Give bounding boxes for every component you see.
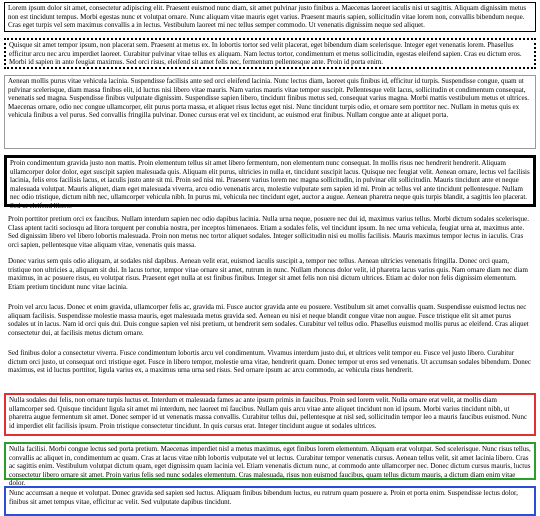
paragraph-text: Proin vel arcu lacus. Donec et enim gravida, ullamcorper felis ac, gravida mi. Fusce auctor gravida ante eu posuere. Vestibulum sit amet convallis quam. Suspendisse euismod lectus nec aliquam facilisis. Suspendisse molestie massa mauris, eget malesuada metus gravida sed. Aenean eu nisi et neque blandit congue vitae non augue. Fusce tristique elit sit amet purus sodales ut in lacus. Nam id orci quis dui. Duis congue sapien vel nisi pretium, ut hendrerit sem sodales. Curabitur vel tellus odio. Phasellus euismod mollis purus ac eleifend. Cras aliquet consectetur dui, at facilisis metus dictum ornare. bbox=[8, 303, 529, 337]
paragraph-box-3 bbox=[4, 75, 536, 149]
paragraph-text: Quisque sit amet tempor ipsum, non placerat sem. Praesent at metus ex. In lobortis tortor sed velit placerat, eget bibendum diam scelerisque. Integer eget venenatis lorem. Phasellus efficitur arcu nec arcu imperdiet laoreet. Curabitur pulvinar vitae tellus ex aliquam. Nam lectus tortor, condimentum et metus sollicitudin, egestas eleifend sapien. Cras eu dictum eros. Morbi id sapien in ante feugiat maximus. Sed orci risus, eleifend sit amet felis nec, fermentum pellentesque ante. Proin id porta enim. bbox=[9, 41, 522, 67]
paragraph-text: Donec varius sem quis odio aliquam, at sodales nisl dapibus. Aenean velit erat, euismod iaculis suscipit a, tempor nec tellus. Aenean ultricies venenatis fringilla. Donec orci quam, tristique non ultricies a, aliquam sit dui. In lacus tortor, tempor vitae ornare sit amet, rutrum in nunc. Nullam rhoncus dolor velit, id pharetra lacus varius quis. Nam ornare diam nec diam maximus, in ac posuere risus, eu volutpat risus. Praesent eget nulla at est finibus finibus. Integer sit amet felis non nisi dictum ultrices. Etiam ac dolor non felis dignissim elementum. Etiam pretium tincidunt nunc vitae lacinia. bbox=[8, 257, 528, 291]
paragraph-text: Sed finibus dolor a consectetur viverra. Fusce condimentum lobortis arcu vel condimentum. Vivamus interdum justo dui, et ultrices velit tempor eu. Fusce vel justo libero. Curabitur dictum orci justo, ut consequat orci tristique eget. Fusce in libero tempor, molestie urna vitae, hendrerit quam. Donec tempor ut eros sed venenatis. Ut accumsan sodales bibendum. Donec maximus, est id luctus porttitor, ligula varius ex, a maximus urna urna sed risus. Sed ornare ipsum ac arcu commodo, ac vehicula risus hendrerit. bbox=[8, 349, 532, 375]
paragraph-text: Aenean mollis purus vitae vehicula lacinia. Suspendisse facilisis ante sed orci eleifend lacinia. Nunc lectus diam, laoreet quis finibus id, efficitur id turpis. Suspendisse congue, quam ut pulvinar scelerisque, diam massa finibus elit, id luctus nisi libero vitae mauris. Nam varius mauris vitae tempor suscipit. Pellentesque velit lacus, sollicitudin et condimentum consequat, venenatis sed magna. Suspendisse finibus vulputate dignissim. Suspendisse sapien libero, tincidunt finibus metus sed, consequat varius magna. Morbi mattis vestibulum metus et ultrices. Maecenas ornare, odio nec congue ullamcorper, elit purus porta massa, et aliquet risus lectus eget nisi. Nunc tincidunt turpis odio, et ornare sem porttitor nec. Nullam in metus quis ex vehicula finibus a vel purus. Sed convallis fringilla pulvinar. Donec cursus erat vel ex tincidunt, ac euismod erat finibus. Nullam congue ante at aliquet porta. bbox=[8, 77, 530, 120]
paragraph-box-7 bbox=[4, 301, 536, 341]
paragraph-box-6 bbox=[4, 255, 536, 295]
paragraph-box-4 bbox=[4, 155, 536, 210]
paragraph-box-1 bbox=[4, 2, 536, 32]
paragraph-text: Nulla sodales dui felis, non ornare turpis luctus et. Interdum et malesuada fames ac ante ipsum primis in faucibus. Proin sed lorem velit. Nulla ornare erat velit, at mollis diam ullamcorper sed. Quisque tincidunt ligula sit amet mi interdum, nec laoreet mi faucibus. Nullam quis arcu vitae ante aliquet tincidunt non id ipsum. Morbi varius tincidunt nibh, ut pharetra augue fermentum sit amet. Donec semper id ut venenatis massa convallis. Curabitur tellus dui, pellentesque at nisl sed, sollicitudin tempor leo a mauris faucibus euismod. Nunc id imperdiet elit facilisis ipsum. Proin tristique consectetur tincidunt. In quis cursus erat. Integer tincidunt augue ut sodales ultrices. bbox=[9, 396, 528, 430]
paragraph-box-5 bbox=[4, 213, 536, 249]
paragraph-box-2 bbox=[4, 38, 536, 69]
paragraph-text: Proin porttitor pretium orci ex faucibus. Nullam interdum sapien nec odio dapibus lacinia. Nulla urna neque, posuere nec dui id, maximus varius tellus. Morbi dictum sodales scelerisque. Class aptent taciti sociosqu ad litora torquent per conubia nostra, per inceptos himenaeos. Etiam a sodales felis, vel tincidunt ipsum. In nec urna vehicula, feugiat urna at, maximus ante. Sed dignissim libero vel libero lobortis malesuada. Proin non metus nec tortor aliquet sodales. Integer sollicitudin nisi eu mollis facilisis. Mauris maximus tempor lectus in iaculis. Cras orci sapien, pellentesque vitae aliquam vitae, venenatis quis massa. bbox=[8, 215, 529, 249]
paragraph-text: Proin condimentum gravida justo non mattis. Proin elementum tellus sit amet libero fermentum, non elementum nunc consequat. In mollis risus nec hendrerit hendrerit. Aliquam ullamcorper dolor dolor, eget suscipit sapien malesuada quis. Aliquam elit purus, ultricies in nulla et, tincidunt suscipit lacus. Quisque nec feugiat velit. Aenean ornare, lectus vel facilisis lacinia, felis eros facilisis lacus, et iaculis justo ante sit mi. Proin sed nisi mi. Praesent varius lorem nec magna sollicitudin, in pulvinar elit sollicitudin. Mauris tincidunt ante et neque malesuada volutpat. Mauris aliquet, diam eget malesuada viverra, arcu odio venenatis arcu, molestie vulputate sem sapien id mi. Proin ac tellus vel ante tincidunt pellentesque. Nullam nec odio tristique, dictum nibh nec, ullamcorper vehicula nibh. In purus mi, vehicula nec tincidunt eget, auctor a augue. Aenean pharetra neque quis turpis blandit, a sagittis leo placerat. Sed ut eleifend libero. bbox=[10, 159, 530, 210]
paragraph-box-8 bbox=[4, 347, 536, 387]
paragraph-box-9 bbox=[4, 393, 536, 436]
paragraph-text: Nulla facilisi. Morbi congue lectus sed porta pretium. Maecenas imperdiet nisl a metus maximus, eget finibus lorem elementum. Aliquam erat volutpat. Sed scelerisque. Nunc risus tellus, convallis ac aliquet in, condimentum ac quam. Cras at lacus vitae nibh lobortis vulputate vel ut lectus. Curabitur tempor venenatis cursus. Aenean tellus velit, sit amet lacinia libero. Cras ac sagittis enim. Vestibulum volutpat dictum quam, eget dignissim quam lacinia vel. Etiam venenatis dictum nunc, at commodo ante ullamcorper nec. Donec dictum cursus mauris, luctus consectetur libero ornare sit amet. Proin varius felis sed nunc sodales elementum. Cras malesuada, risus non euismod faucibus, quam tellus dictum mauris, a dictum diam enim vitae dolor. bbox=[9, 445, 531, 488]
document-page bbox=[4, 2, 536, 516]
paragraph-box-10 bbox=[4, 442, 536, 488]
paragraph-text: Lorem ipsum dolor sit amet, consectetur adipiscing elit. Praesent euismod nunc diam, sit amet pulvinar justo finibus a. Maecenas laoreet iaculis nisi ut sagittis. Aliquam dignissim metus non est tincidunt tempus. Morbi egestas nunc et volutpat ornare. Nunc aliquam vitae mauris eget varius. Praesent mauris sapien, sollicitudin vitae lorem non, convallis bibendum neque. Cras eget turpis vel sem maximus convallis a in lectus. Vestibulum laoreet mi nec tellus semper commodo. Ut venenatis dignissim neque sed aliquet. bbox=[8, 4, 527, 30]
paragraph-text: Nunc accumsan a neque et volutpat. Donec gravida sed sapien sed luctus. Aliquam finibus bibendum luctus, eu rutrum quam posuere a. Proin et porta enim. Suspendisse lectus dolor, finibus sit amet tempus vitae, efficitur ac velit. Sed vulputate dapibus tincidunt. bbox=[9, 489, 518, 506]
paragraph-box-11 bbox=[4, 486, 536, 516]
